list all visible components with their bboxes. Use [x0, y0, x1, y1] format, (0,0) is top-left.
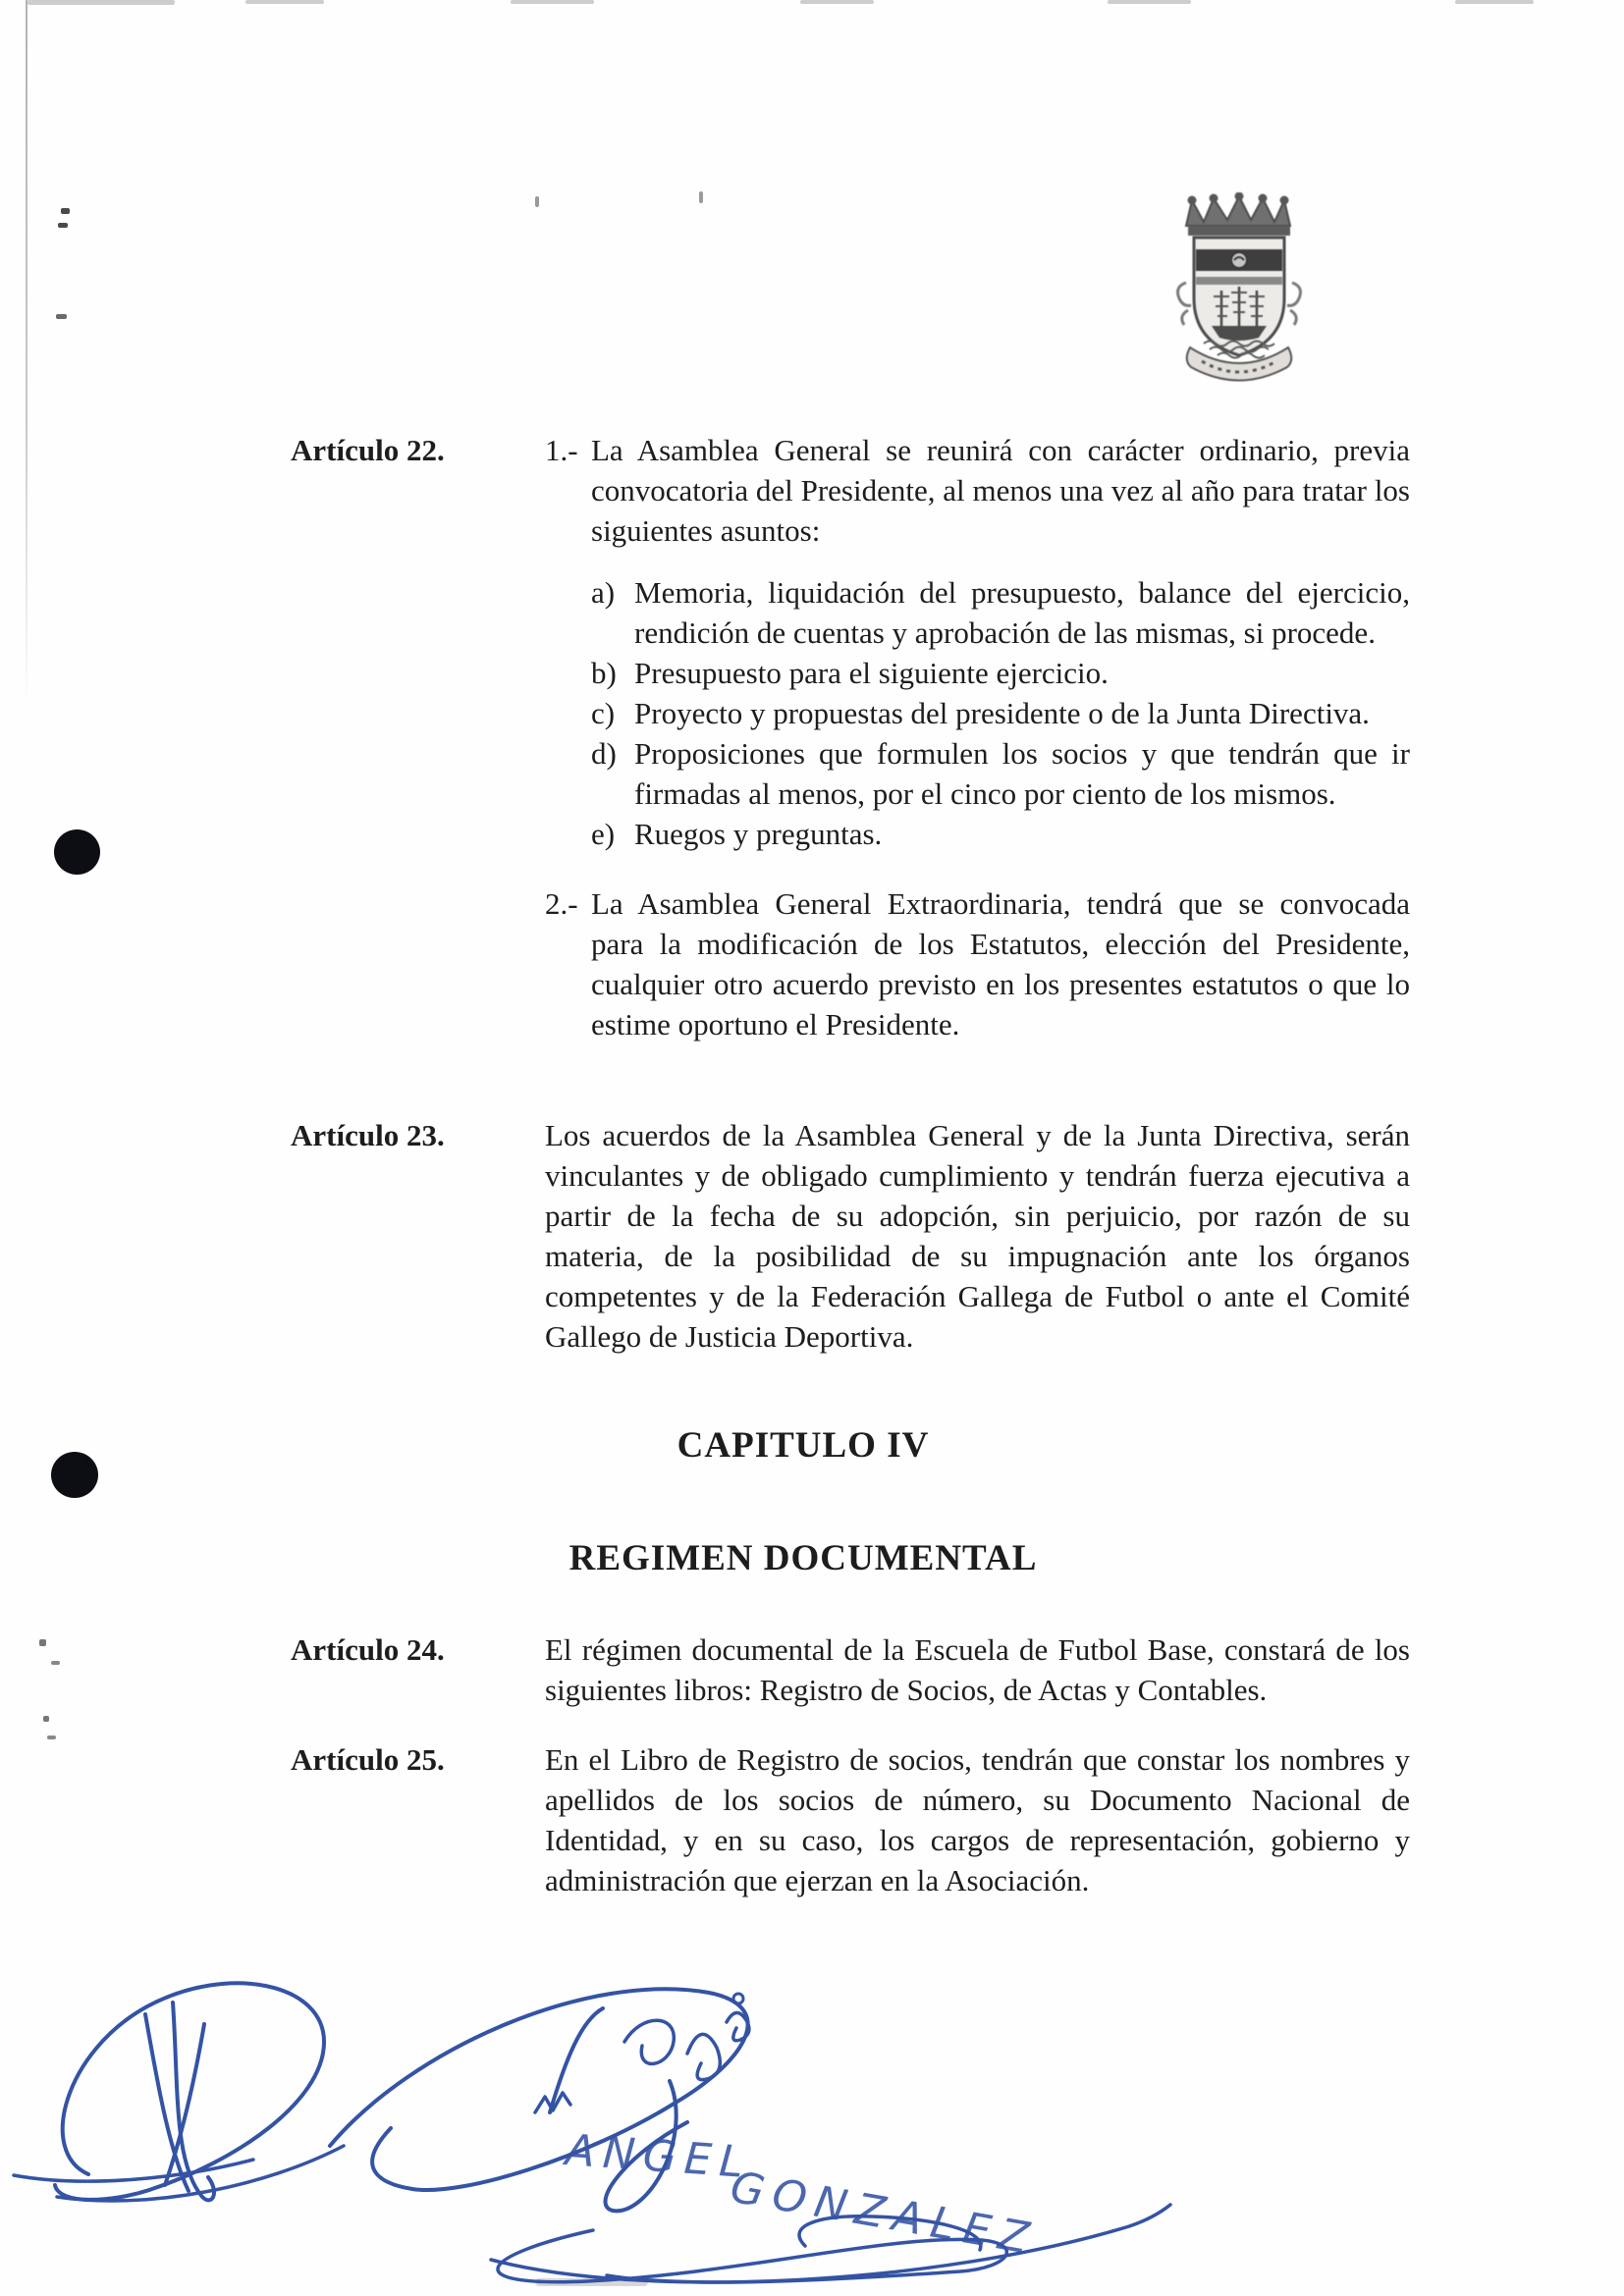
- signature-first-name: ANGEL: [564, 2125, 753, 2189]
- ink-speck: [51, 1661, 60, 1665]
- item-letter: e): [591, 817, 616, 851]
- section-heading: REGIMEN DOCUMENTAL: [568, 1538, 1038, 1578]
- scan-line-artifact: [26, 0, 27, 707]
- hole-punch-mark: [54, 829, 100, 875]
- article-22-label: Artículo 22.: [291, 433, 445, 467]
- scan-edge-mark: [1455, 0, 1534, 4]
- document-body: [291, 430, 1410, 1900]
- item-2-text: La Asamblea General Extraordinaria, tendrá que se convocada para la modificación de los Estatutos, elección del Presidente, cualquier otro acuerdo previsto en los presentes estatutos o que lo estime oportuno el Presidente.: [591, 886, 1410, 1041]
- ink-speck: [43, 1716, 49, 1722]
- article-23-text: Los acuerdos de la Asamblea General y de la Junta Directiva, serán vinculantes y de obligado cumplimiento y tendrán fuerza ejecutiva a partir de la fecha de su adopción, sin perjuicio, por razón de su materia, de la posibilidad de su impugnación ante los órganos competentes y de la Federación Gallega de Futbol o ante el Comité Gallego de Justicia Deportiva.: [545, 1118, 1410, 1354]
- ink-speck: [535, 196, 539, 207]
- article-22: [291, 430, 1410, 1044]
- item-1-text: La Asamblea General se reunirá con carácter ordinario, previa convocatoria del Presidente, al menos una vez al año para tratar los siguientes asuntos:: [591, 433, 1410, 548]
- item-letter: a): [591, 575, 616, 610]
- ink-speck: [61, 208, 70, 214]
- scan-edge-mark: [245, 0, 324, 4]
- item-letter: c): [591, 696, 616, 730]
- signature-last-name: GONZALEZ: [727, 2162, 1042, 2266]
- article-22-item-2: [545, 883, 1410, 1044]
- list-item-b: b) Presupuesto para el siguiente ejercicio.: [591, 653, 1410, 693]
- chapter-heading: CAPITULO IV: [677, 1425, 930, 1466]
- ink-speck: [56, 314, 67, 319]
- list-item-d: d) Proposiciones que formulen los socios y que tendrán que ir firmadas al menos, por el cinco por ciento de los mismos.: [591, 733, 1410, 814]
- article-25-text: En el Libro de Registro de socios, tendrán que constar los nombres y apellidos de los socios de número, su Documento Nacional de Identidad, y en su caso, los cargos de representación, gobierno y administración que ejerzan en la Asociación.: [545, 1742, 1410, 1897]
- scan-edge-mark: [800, 0, 874, 4]
- item-number: 2.-: [545, 886, 578, 921]
- article-25-label: Artículo 25.: [291, 1742, 445, 1777]
- article-24-text: El régimen documental de la Escuela de Futbol Base, constará de los siguientes libros: Registro de Socios, de Actas y Contables.: [545, 1632, 1410, 1707]
- article-23: [291, 1115, 1410, 1357]
- ink-speck: [39, 1639, 46, 1646]
- article-22-body: [520, 430, 1410, 1044]
- article-24-label: Artículo 24.: [291, 1632, 445, 1667]
- list-item-e: e) Ruegos y preguntas.: [591, 814, 1410, 854]
- handwritten-signature: [0, 1944, 1237, 2296]
- article-25: [291, 1739, 1410, 1900]
- item-letter: b): [591, 656, 617, 690]
- coat-of-arms-crest: [1157, 192, 1322, 391]
- item-letter: d): [591, 736, 617, 771]
- list-item-c: c) Proyecto y propuestas del presidente o de la Junta Directiva.: [591, 693, 1410, 733]
- article-24: [291, 1629, 1410, 1710]
- ink-speck: [47, 1735, 56, 1739]
- ink-speck: [699, 191, 703, 203]
- list-item-a: a) Memoria, liquidación del presupuesto, balance del ejercicio, rendición de cuentas y aprobación de las mismas, si procede.: [591, 572, 1410, 653]
- scan-edge-mark: [27, 0, 175, 5]
- scan-edge-mark: [1108, 0, 1191, 4]
- hole-punch-mark: [51, 1452, 98, 1498]
- item-number: 1.-: [545, 433, 578, 467]
- article-22-letter-list: [591, 572, 1410, 854]
- article-23-label: Artículo 23.: [291, 1118, 445, 1152]
- scan-edge-mark: [511, 0, 594, 4]
- article-22-item-1: [545, 430, 1410, 854]
- ink-speck: [58, 223, 68, 228]
